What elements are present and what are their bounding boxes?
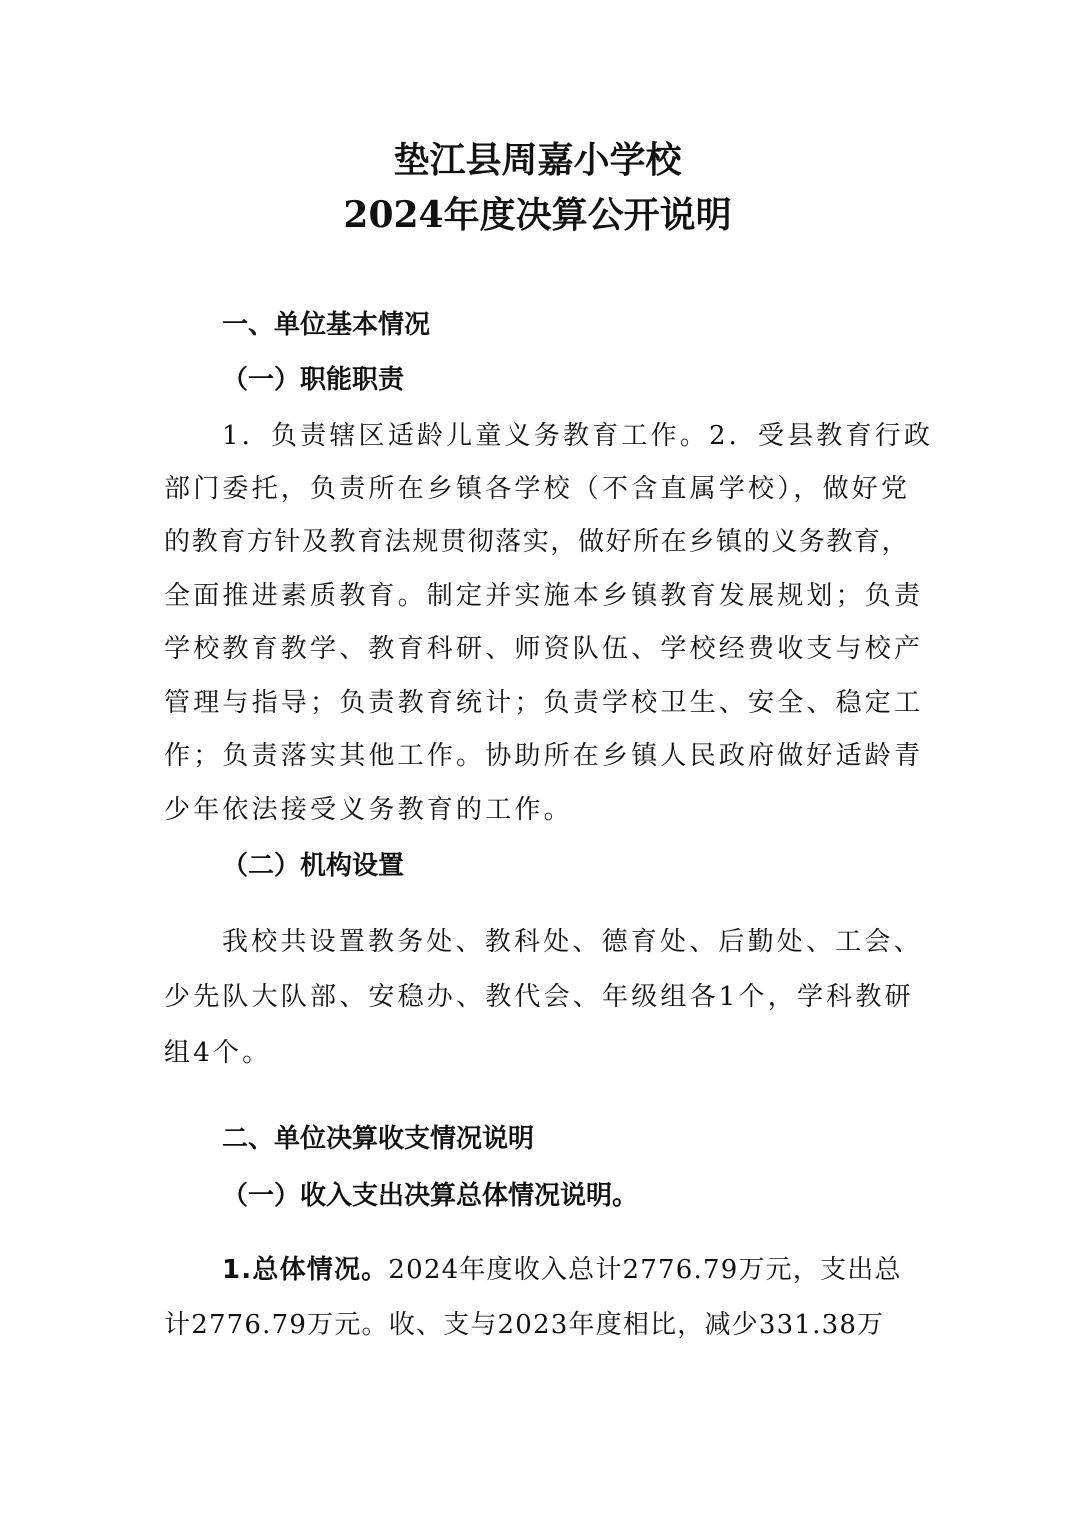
document-title-line-2: 2024年度决算公开说明 — [343, 194, 732, 236]
paragraph-line: 计2776.79万元。收、支与2023年度相比，减少331.38万 — [164, 1310, 885, 1340]
paragraph-line: 学校教育教学、教育科研、师资队伍、学校经费收支与校产 — [164, 634, 924, 664]
paragraph-text: 2024年度收入总计2776.79万元，支出总 — [388, 1255, 902, 1285]
paragraph-line: 少年依法接受义务教育的工作。 — [164, 795, 573, 825]
section-1-sub-2-heading: （二）机构设置 — [222, 851, 405, 881]
paragraph-lead: 1.总体情况。 — [222, 1255, 389, 1285]
paragraph-line: 作；负责落实其他工作。协助所在乡镇人民政府做好适龄青 — [164, 741, 924, 771]
paragraph-line: 管理与指导；负责教育统计；负责学校卫生、安全、稳定工 — [164, 688, 924, 718]
section-1-heading: 一、单位基本情况 — [222, 310, 431, 340]
section-2-heading: 二、单位决算收支情况说明 — [222, 1124, 535, 1154]
paragraph-line: 全面推进素质教育。制定并实施本乡镇教育发展规划；负责 — [164, 581, 924, 611]
document-title-line-1: 垫江县周嘉小学校 — [393, 139, 682, 181]
paragraph-line: 我校共设置教务处、教科处、德育处、后勤处、工会、 — [222, 927, 923, 957]
paragraph-line: 少先队大队部、安稳办、教代会、年级组各1个，学科教研 — [164, 982, 914, 1012]
paragraph-line: 部门委托，负责所在乡镇各学校（不含直属学校），做好党 — [164, 474, 911, 504]
section-1-sub-1-heading: （一）职能职责 — [222, 365, 405, 395]
paragraph-line: 组4个。 — [164, 1038, 272, 1068]
section-2-sub-1-heading: （一）收入支出决算总体情况说明。 — [222, 1181, 639, 1211]
paragraph-line: 1．负责辖区适龄儿童义务教育工作。2．受县教育行政 — [222, 421, 934, 451]
paragraph-line: 的教育方针及教育法规贯彻落实，做好所在乡镇的义务教育， — [164, 527, 910, 557]
paragraph-line — [222, 1250, 922, 1290]
